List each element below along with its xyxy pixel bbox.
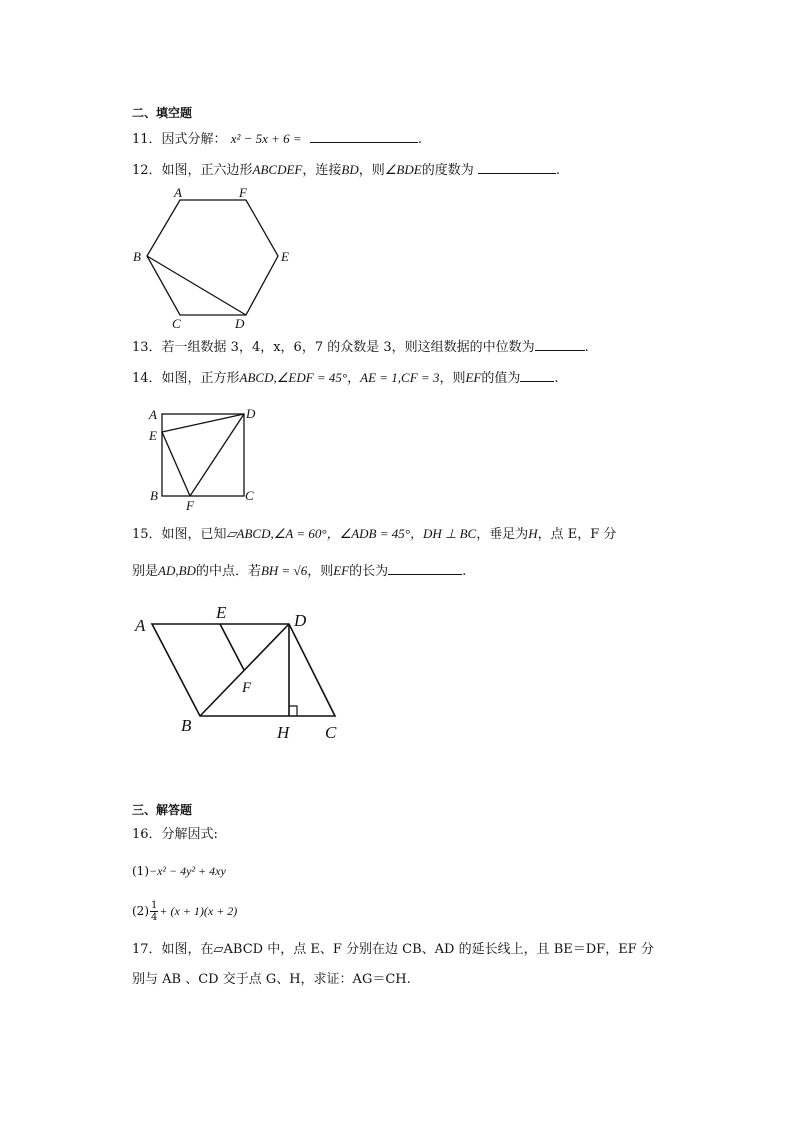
hex-label-f: F	[239, 185, 247, 200]
q11-end: .	[417, 132, 422, 147]
q15-target: EF	[333, 563, 350, 578]
segment-ef	[162, 432, 190, 496]
q15-end: .	[462, 564, 467, 579]
right-angle-mark	[289, 706, 297, 716]
hexagon-figure	[128, 185, 298, 333]
sq-label-e: E	[149, 428, 157, 443]
question-17-line-1: 17．如图，在▱ABCD 中，点 E、F 分别在边 CB、AD 的延长线上，且 BE＝DF，EF 分	[132, 942, 654, 957]
q14-mid: ，则	[439, 371, 466, 386]
q15-conditions: ▱ABCD,∠A = 60°，∠ADB = 45°，DH ⊥ BC	[226, 526, 477, 541]
segment-ef	[220, 624, 244, 670]
q14-separator: ，	[347, 371, 361, 386]
segment-fd	[190, 414, 244, 496]
question-11	[132, 130, 422, 149]
question-17-line-2: 别与 AB 、CD 交于点 G、H，求证：AG＝CH.	[132, 972, 411, 987]
q12-mid2: ，则	[358, 163, 385, 178]
q16-part-2	[132, 900, 237, 923]
q16-fraction	[150, 900, 158, 923]
q12-mid1: ，连接	[302, 163, 342, 178]
q16-part-2-label: (2)	[132, 904, 149, 918]
q15-suffix: 的长为	[349, 564, 389, 579]
square-shape	[162, 414, 244, 496]
para-label-a: A	[135, 616, 146, 635]
q11-prefix: 11．因式分解：	[132, 132, 227, 147]
q13-end: .	[584, 340, 589, 355]
para-label-f: F	[242, 680, 252, 696]
q15-line2-mid2: ，则	[307, 564, 334, 579]
sq-label-a: A	[149, 407, 157, 422]
fraction-denominator: 4	[151, 912, 158, 923]
hexagon-shape	[147, 200, 278, 315]
hex-label-c: C	[172, 316, 181, 331]
question-16: 16．分解因式:	[132, 827, 218, 842]
q15-segments: AD,BD	[158, 563, 196, 578]
q16-part-1-label: (1)	[132, 864, 149, 878]
sq-label-f: F	[186, 498, 194, 513]
q14-answer-blank[interactable]	[520, 369, 554, 382]
q14-prefix: 14．如图，正方形	[132, 371, 240, 386]
q15-line2-prefix: 别是	[132, 564, 159, 579]
q14-end: .	[554, 371, 559, 386]
q11-answer-blank[interactable]	[310, 130, 418, 143]
fraction-numerator: 1	[151, 900, 158, 911]
hex-label-d: D	[235, 316, 245, 331]
q11-expression: x² − 5x + 6 =	[230, 131, 302, 146]
q12-angle: ∠BDE	[384, 162, 422, 177]
q12-segment: BD	[341, 162, 359, 177]
q12-answer-blank[interactable]	[478, 161, 556, 174]
q16-part-1-expression: −x² − 4y² + 4xy	[149, 864, 226, 878]
para-label-h: H	[277, 723, 290, 742]
q14-condition-2: AE = 1,CF = 3	[360, 370, 440, 385]
q16-part-2-expression: + (x + 1)(x + 2)	[159, 904, 238, 918]
question-15-line-2	[132, 562, 466, 581]
sq-label-c: C	[245, 488, 254, 503]
segment-bd	[147, 256, 246, 315]
q16-part-1	[132, 862, 226, 880]
para-label-c: C	[325, 723, 337, 742]
question-14	[132, 369, 559, 388]
q12-end: .	[555, 163, 560, 178]
q15-mid: ，垂足为	[476, 527, 529, 542]
q14-target: EF	[465, 370, 482, 385]
q13-text: 13．若一组数据 3，4，x，6，7 的众数是 3，则这组数据的中位数为	[132, 340, 535, 355]
para-label-b: B	[181, 716, 192, 735]
hex-label-e: E	[281, 249, 289, 264]
question-12	[132, 161, 560, 180]
q13-answer-blank[interactable]	[535, 338, 585, 351]
square-figure	[146, 404, 266, 512]
q12-prefix: 12．如图，正六边形	[132, 163, 253, 178]
question-13	[132, 338, 589, 357]
sq-label-d: D	[246, 406, 256, 421]
hex-label-a: A	[174, 185, 182, 200]
parallelogram-figure	[132, 604, 352, 744]
q14-suffix: 的值为	[481, 371, 521, 386]
para-label-e: E	[216, 603, 227, 622]
sq-label-b: B	[150, 488, 158, 503]
q12-shape: ABCDEF	[252, 162, 303, 177]
q15-bh-condition: BH = √6	[260, 563, 308, 578]
q15-answer-blank[interactable]	[388, 562, 462, 575]
q12-suffix: 的度数为	[421, 163, 474, 178]
segment-ed	[162, 414, 244, 432]
para-label-d: D	[294, 611, 307, 630]
question-15-line-1	[132, 525, 616, 544]
q15-prefix: 15．如图，已知	[132, 527, 227, 542]
q15-line2-mid: 的中点．若	[195, 564, 261, 579]
section-heading-fill-in: 二、填空题	[132, 106, 193, 120]
q14-condition: ABCD,∠EDF = 45°	[239, 370, 348, 385]
hex-label-b: B	[133, 249, 141, 264]
q15-point-h: H	[528, 526, 538, 541]
section-heading-solve: 三、解答题	[132, 803, 193, 817]
q15-points: ，点 E，F 分	[537, 527, 617, 542]
segment-bd	[200, 624, 289, 716]
